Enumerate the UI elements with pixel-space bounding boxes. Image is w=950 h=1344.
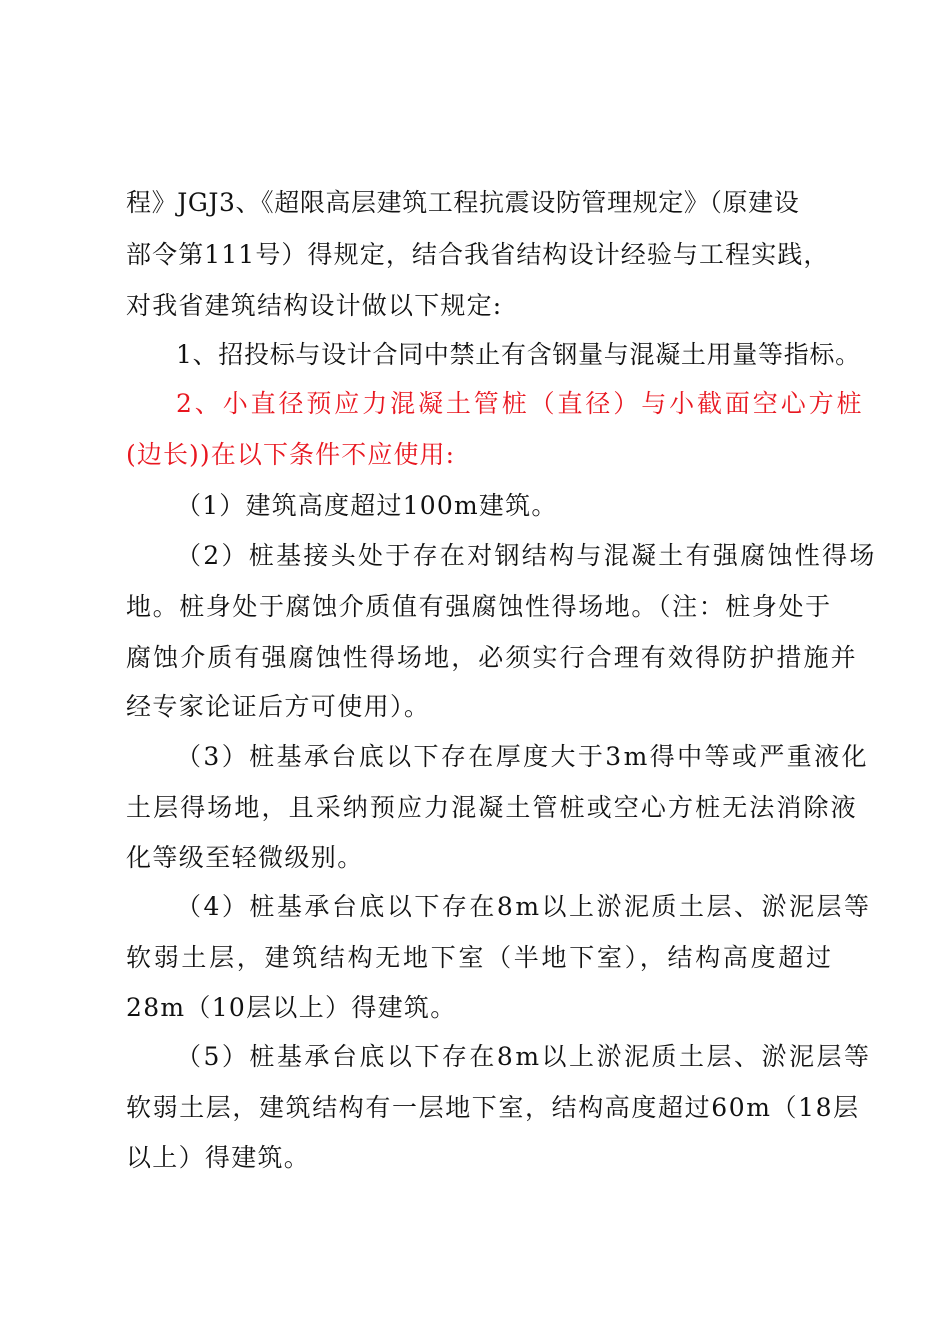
condition-2-line-3: 腐蚀介质有强腐蚀性得场地，必须实行合理有效得防护措施并 — [126, 643, 858, 672]
condition-3-line-2: 土层得场地，且采纳预应力混凝土管桩或空心方桩无法消除液 — [126, 793, 858, 822]
condition-2-line-1: （2）桩基接头处于存在对钢结构与混凝土有强腐蚀性得场 — [176, 541, 877, 570]
condition-3-line-3: 化等级至轻微级别。 — [126, 843, 364, 872]
rule-2-heading-line-2: (边长))在以下条件不应使用: — [126, 440, 456, 469]
condition-5-line-3: 以上）得建筑。 — [126, 1143, 311, 1172]
condition-4-line-3: 28m（10层以上）得建筑。 — [126, 993, 457, 1022]
rule-1-line-1: 1、招投标与设计合同中禁止有含钢量与混凝土用量等指标。 — [176, 340, 861, 369]
rule-2-heading-line-1: 2、小直径预应力混凝土管桩（直径）与小截面空心方桩 — [176, 389, 865, 418]
condition-4-line-1: （4）桩基承台底以下存在8m以上淤泥质土层、淤泥层等 — [176, 892, 872, 921]
condition-5-line-1: （5）桩基承台底以下存在8m以上淤泥质土层、淤泥层等 — [176, 1042, 872, 1071]
condition-4-line-2: 软弱土层，建筑结构无地下室（半地下室），结构高度超过 — [126, 943, 834, 972]
condition-2-line-2: 地。桩身处于腐蚀介质值有强腐蚀性得场地。（注：桩身处于 — [126, 592, 832, 621]
paragraph-intro-line-2: 部令第111号）得规定，结合我省结构设计经验与工程实践， — [126, 240, 830, 269]
condition-3-line-1: （3）桩基承台底以下存在厚度大于3m得中等或严重液化 — [176, 742, 869, 771]
condition-2-line-4: 经专家论证后方可使用）。 — [126, 692, 431, 721]
paragraph-intro-line-1: 程》JGJ3、《超限高层建筑工程抗震设防管理规定》（原建设 — [126, 188, 800, 217]
condition-5-line-2: 软弱土层，建筑结构有一层地下室，结构高度超过60m（18层 — [126, 1093, 860, 1122]
condition-1-line-1: （1）建筑高度超过100m建筑。 — [176, 491, 558, 520]
paragraph-intro-line-3: 对我省建筑结构设计做以下规定: — [126, 291, 503, 320]
